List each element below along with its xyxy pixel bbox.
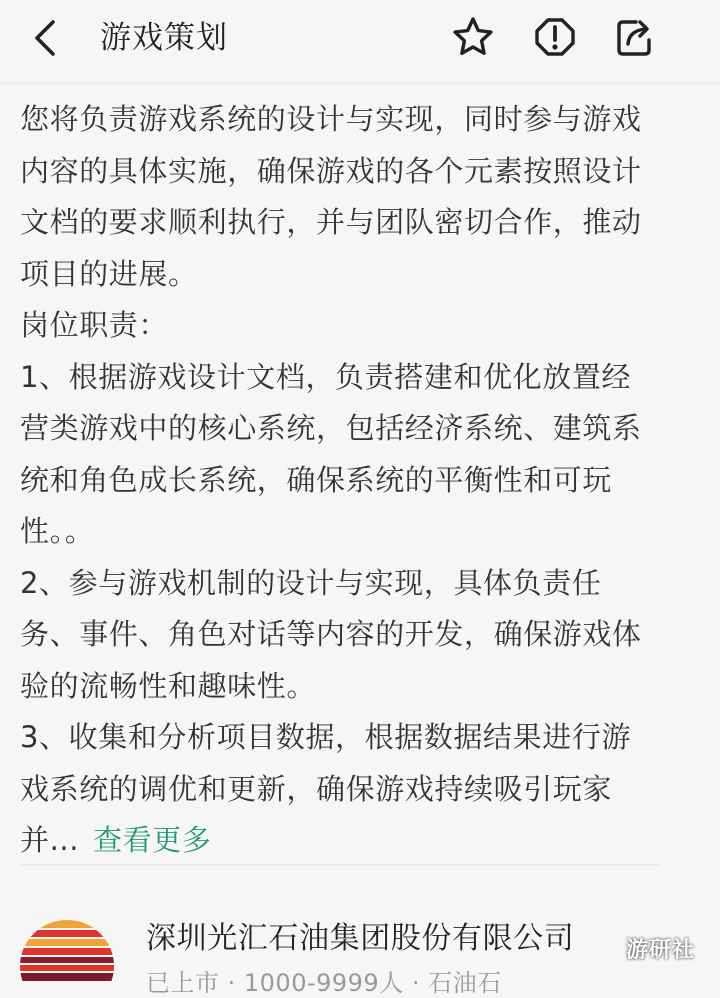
report-button[interactable] <box>530 12 580 62</box>
duty-item-2: 2、参与游戏机制的设计与实现，具体负责任务、事件、角色对话等内容的开发，确保游戏体验的流畅性和趣味性。 <box>20 565 642 703</box>
section-divider <box>20 864 660 866</box>
favorite-button[interactable] <box>448 12 498 62</box>
see-more-link[interactable]: 查看更多 <box>93 823 212 857</box>
header-divider <box>0 82 720 84</box>
company-meta: 已上市 · 1000-9999人 · 石油石 <box>146 969 502 997</box>
back-icon <box>31 18 61 58</box>
company-logo-icon <box>18 918 116 981</box>
duties-heading: 岗位职责： <box>20 308 169 342</box>
alert-icon <box>532 15 578 59</box>
duty-item-3 <box>20 712 660 867</box>
page-title: 游戏策划 <box>100 20 228 56</box>
share-button[interactable] <box>610 12 660 62</box>
company-logo[interactable] <box>18 918 116 981</box>
back-button[interactable] <box>22 14 70 62</box>
duty-item-1: 1、根据游戏设计文档，负责搭建和优化放置经营类游戏中的核心系统，包括经济系统、建筑系统和角色成长系统，确保系统的平衡性和可玩性。。 <box>20 359 642 548</box>
company-name[interactable]: 深圳光汇石油集团股份有限公司 <box>146 921 575 956</box>
star-icon <box>451 15 495 59</box>
watermark: 游研社 <box>626 938 696 963</box>
top-bar <box>0 0 720 80</box>
description-intro: 您将负责游戏系统的设计与实现，同时参与游戏内容的具体实施，确保游戏的各个元素按照设计文档的要求顺利执行，并与团队密切合作，推动项目的进展。 <box>20 102 642 291</box>
duty-item-3-text: 3、收集和分析项目数据，根据数据结果进行游戏系统的调优和更新，确保游戏持续吸引玩家并... <box>20 720 632 857</box>
job-description <box>20 94 660 867</box>
share-icon <box>612 14 658 60</box>
